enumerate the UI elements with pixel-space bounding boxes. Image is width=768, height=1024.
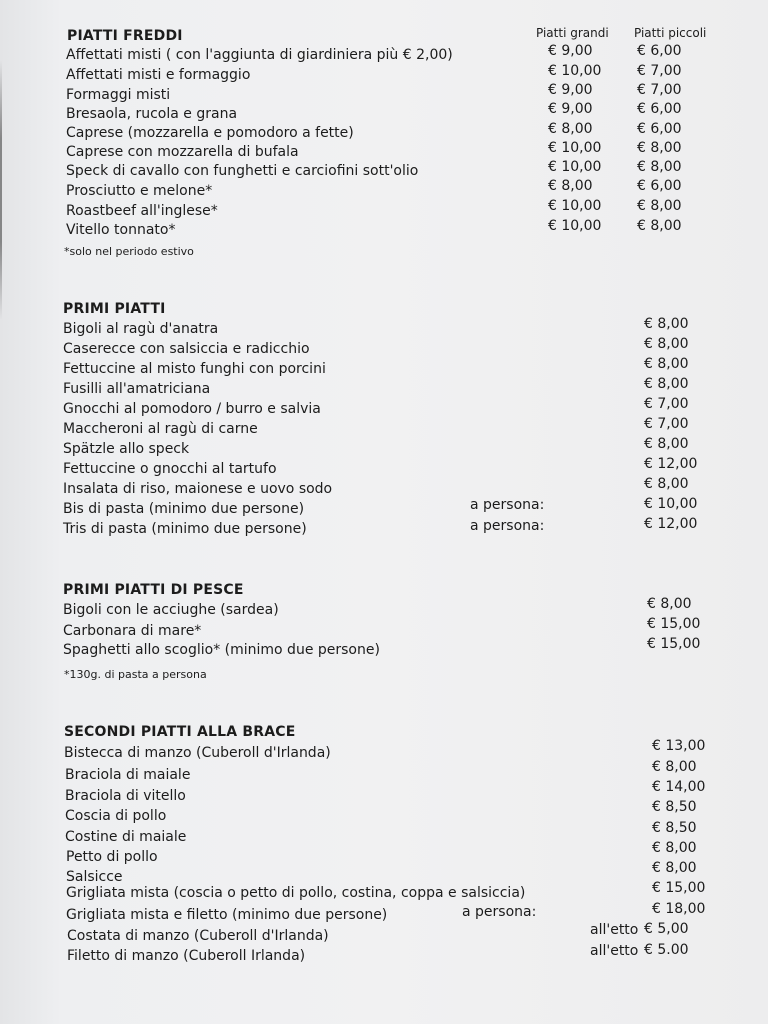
menu-item-price-small: € 6,00 — [637, 178, 682, 194]
menu-item-price: € 15,00 — [652, 880, 706, 896]
menu-item-name: Braciola di maiale — [65, 767, 191, 783]
menu-item-qualifier: a persona: — [470, 497, 545, 513]
menu-item-name: Speck di cavallo con funghetti e carciofini sott'olio — [66, 163, 419, 179]
menu-item-name: Caserecce con salsiccia e radicchio — [63, 341, 310, 357]
menu-item-price-large: € 9,00 — [548, 43, 593, 59]
menu-item-name: Prosciutto e melone* — [66, 183, 213, 199]
menu-item-name: Salsicce — [66, 869, 123, 885]
menu-item-name: Spaghetti allo scoglio* (minimo due persone) — [63, 642, 380, 658]
menu-item-price: € 8,00 — [644, 316, 689, 332]
menu-item-price: € 18,00 — [652, 901, 706, 917]
menu-item-name: Bigoli al ragù d'anatra — [63, 321, 219, 337]
menu-item-name: Fettuccine al misto funghi con porcini — [63, 361, 326, 377]
menu-item-price: € 8,00 — [644, 336, 689, 352]
menu-item-price-small: € 6,00 — [637, 43, 682, 59]
menu-item-price-large: € 10,00 — [548, 198, 602, 214]
menu-item-name: Caprese (mozzarella e pomodoro a fette) — [66, 125, 354, 141]
menu-item-price: € 12,00 — [644, 456, 698, 472]
menu-item-name: Bresaola, rucola e grana — [66, 106, 238, 122]
section-title-primi-piatti: PRIMI PIATTI — [63, 301, 166, 317]
menu-item-price: € 15,00 — [647, 616, 701, 632]
menu-item-qualifier: all'etto — [590, 922, 639, 938]
menu-item-price: € 8,50 — [652, 820, 697, 836]
menu-item-name: Fettuccine o gnocchi al tartufo — [63, 461, 277, 477]
menu-item-name: Fusilli all'amatriciana — [63, 381, 211, 397]
menu-item-price-small: € 8,00 — [637, 159, 682, 175]
menu-item-price-large: € 9,00 — [548, 101, 593, 117]
menu-item-price-large: € 10,00 — [548, 218, 602, 234]
menu-item-name: Vitello tonnato* — [66, 222, 176, 238]
menu-item-qualifier: a persona: — [462, 904, 537, 920]
menu-item-price: € 5,00 — [644, 921, 689, 937]
menu-item-name: Gnocchi al pomodoro / burro e salvia — [63, 401, 321, 417]
menu-item-price-small: € 7,00 — [637, 82, 682, 98]
menu-item-price: € 8,00 — [644, 356, 689, 372]
menu-item-price-large: € 10,00 — [548, 159, 602, 175]
menu-item-qualifier: all'etto — [590, 943, 639, 959]
menu-item-price: € 7,00 — [644, 416, 689, 432]
section-note: *solo nel periodo estivo — [64, 245, 194, 258]
menu-item-price-small: € 7,00 — [637, 63, 682, 79]
menu-item-price: € 8,00 — [652, 860, 697, 876]
menu-item-price: € 8,00 — [647, 596, 692, 612]
menu-item-name: Bistecca di manzo (Cuberoll d'Irlanda) — [64, 745, 331, 761]
menu-item-name: Caprese con mozzarella di bufala — [66, 144, 299, 160]
page-edge-shadow — [0, 60, 2, 320]
menu-item-price: € 13,00 — [652, 738, 706, 754]
menu-item-name: Maccheroni al ragù di carne — [63, 421, 258, 437]
menu-item-price: € 14,00 — [652, 779, 706, 795]
menu-item-name: Formaggi misti — [66, 87, 171, 103]
menu-item-price: € 8,00 — [644, 436, 689, 452]
menu-item-price: € 10,00 — [644, 496, 698, 512]
menu-item-price: € 8,00 — [652, 840, 697, 856]
menu-item-name: Spätzle allo speck — [63, 441, 190, 457]
section-note: *130g. di pasta a persona — [64, 668, 207, 681]
menu-item-name: Insalata di riso, maionese e uovo sodo — [63, 481, 333, 497]
menu-item-name: Grigliata mista (coscia o petto di pollo, costina, coppa e salsiccia) — [66, 885, 526, 901]
menu-item-price-small: € 8,00 — [637, 198, 682, 214]
menu-item-price-small: € 6,00 — [637, 121, 682, 137]
menu-item-price-small: € 8,00 — [637, 140, 682, 156]
menu-item-name: Roastbeef all'inglese* — [66, 203, 218, 219]
column-header-piatti-piccoli: Piatti piccoli — [634, 26, 707, 40]
menu-item-name: Tris di pasta (minimo due persone) — [63, 521, 307, 537]
section-title-piatti-freddi: PIATTI FREDDI — [67, 28, 183, 44]
menu-item-name: Filetto di manzo (Cuberoll Irlanda) — [67, 948, 306, 964]
menu-item-name: Affettati misti ( con l'aggiunta di giardiniera più € 2,00) — [66, 47, 453, 63]
menu-item-price-large: € 8,00 — [548, 121, 593, 137]
menu-item-name: Costine di maiale — [65, 829, 187, 845]
menu-item-name: Affettati misti e formaggio — [66, 67, 251, 83]
menu-item-price-large: € 10,00 — [548, 63, 602, 79]
menu-item-price: € 15,00 — [647, 636, 701, 652]
menu-item-name: Carbonara di mare* — [63, 623, 202, 639]
menu-item-price-small: € 6,00 — [637, 101, 682, 117]
menu-item-price: € 8,00 — [652, 759, 697, 775]
menu-item-name: Bis di pasta (minimo due persone) — [63, 501, 305, 517]
column-header-piatti-grandi: Piatti grandi — [536, 26, 609, 40]
menu-item-name: Costata di manzo (Cuberoll d'Irlanda) — [67, 928, 329, 944]
menu-item-price: € 7,00 — [644, 396, 689, 412]
menu-item-name: Braciola di vitello — [65, 788, 186, 804]
menu-item-price-small: € 8,00 — [637, 218, 682, 234]
menu-item-price: € 8,00 — [644, 476, 689, 492]
menu-item-price: € 5.00 — [644, 942, 689, 958]
menu-item-name: Bigoli con le acciughe (sardea) — [63, 602, 279, 618]
menu-item-price: € 8,50 — [652, 799, 697, 815]
menu-item-price-large: € 8,00 — [548, 178, 593, 194]
section-title-primi-piatti-di-pesce: PRIMI PIATTI DI PESCE — [63, 582, 244, 598]
section-title-secondi-piatti-alla-brace: SECONDI PIATTI ALLA BRACE — [64, 724, 296, 740]
menu-item-price: € 12,00 — [644, 516, 698, 532]
menu-item-price-large: € 10,00 — [548, 140, 602, 156]
menu-item-price: € 8,00 — [644, 376, 689, 392]
menu-item-price-large: € 9,00 — [548, 82, 593, 98]
menu-item-name: Coscia di pollo — [65, 808, 167, 824]
menu-item-name: Petto di pollo — [66, 849, 158, 865]
menu-item-qualifier: a persona: — [470, 518, 545, 534]
menu-item-name: Grigliata mista e filetto (minimo due persone) — [66, 907, 388, 923]
